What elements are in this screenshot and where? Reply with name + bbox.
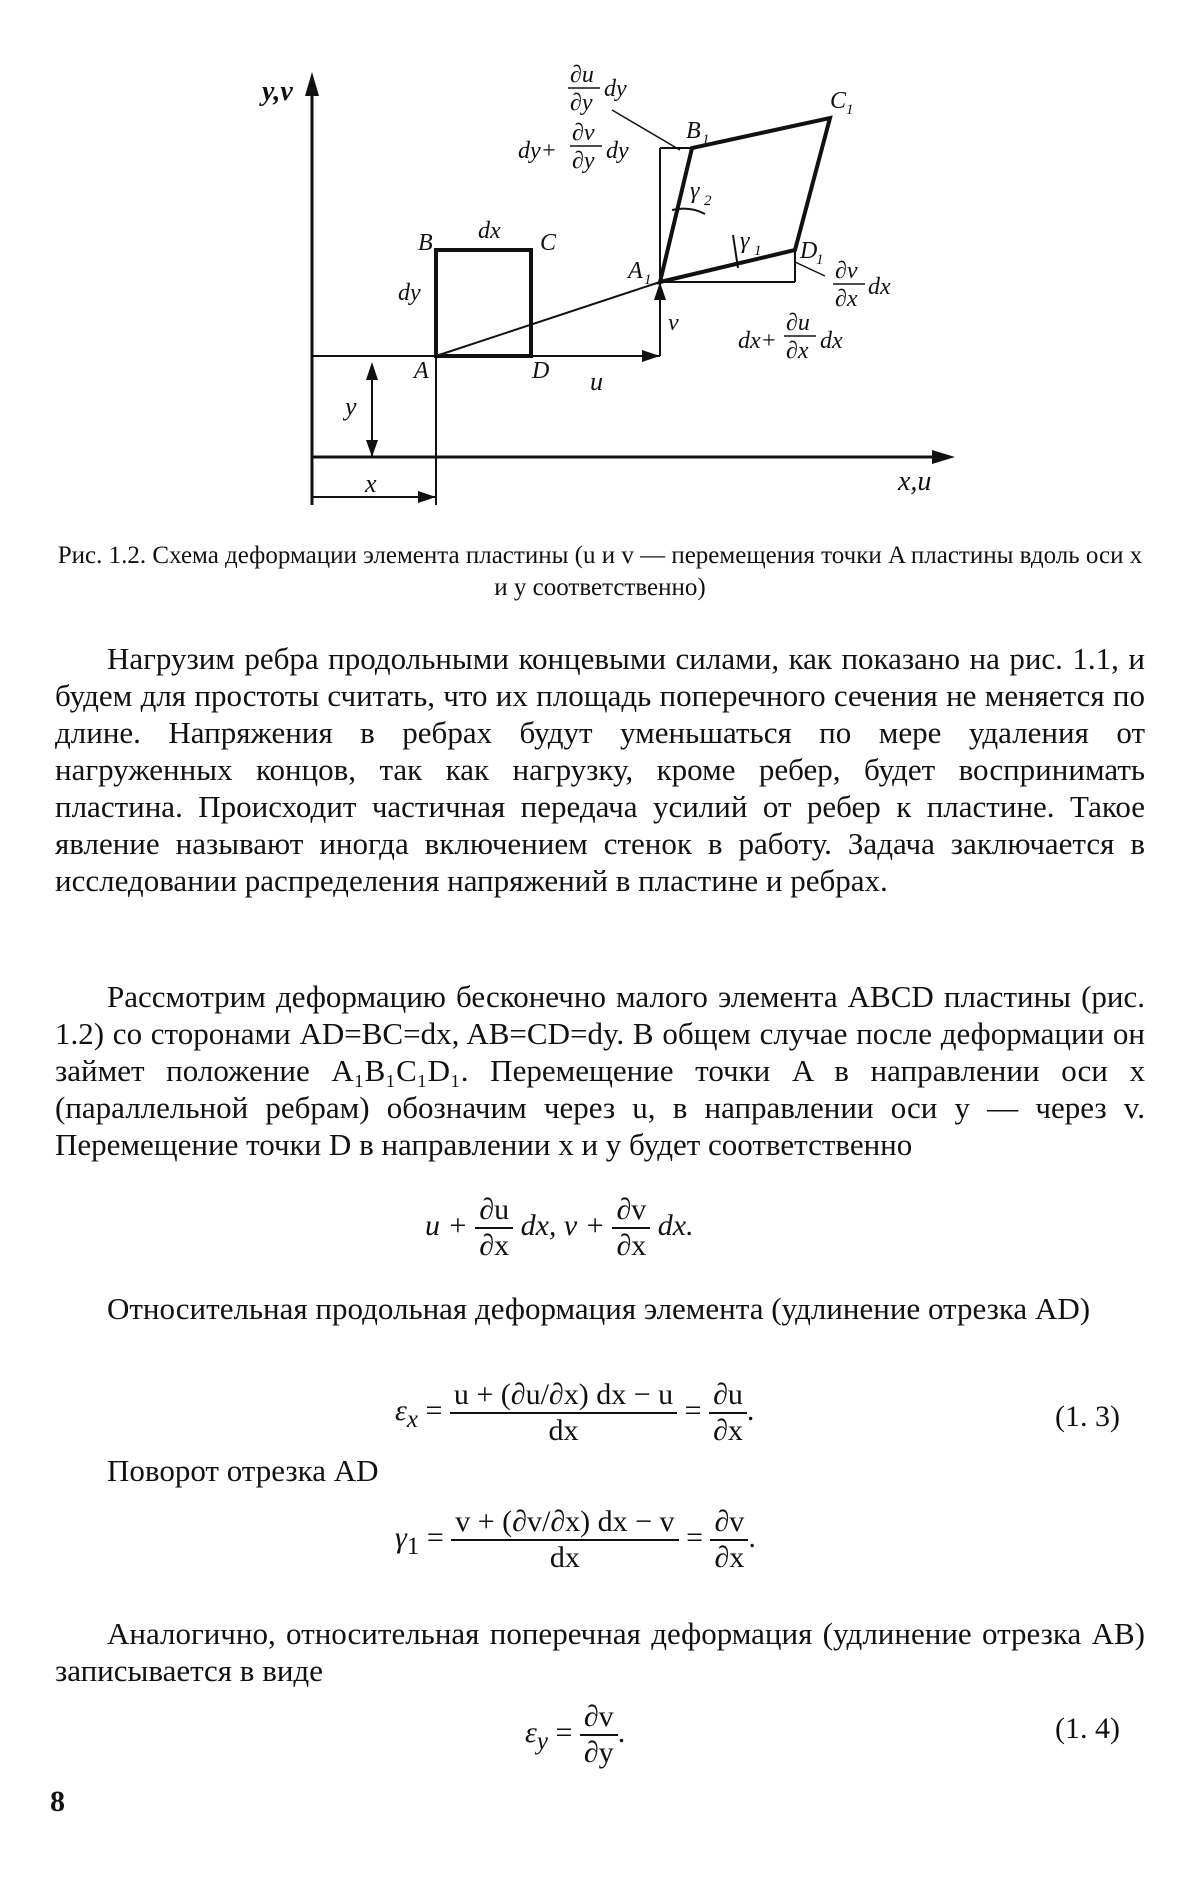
paragraph-1: Нагрузим ребра продольными концевыми силами, как показано на рис. 1.1, и будем для простоты считать, что их площадь поперечного сечения не меняется по длине. Напряжения в ребрах будут уменьшаться по мере удаления от нагруженных концов, так как нагрузку, кроме ребер, будет воспринимать пластина. Происходит частичная передача усилий от ребер к пластине. Такое явление называют иногда включением стенок в работу. Задача заключается в исследовании распределения напряжений в пластине и ребрах. — [55, 641, 1145, 898]
displacement-line — [436, 282, 660, 356]
svg-text:dx: dx — [868, 274, 891, 300]
label-b: B — [418, 230, 433, 256]
equation-number-1-3: (1. 3) — [1055, 1400, 1120, 1433]
formula-1-4: $\varepsilon_y$ = $\frac{\partial v}{\partial y}$ . — [525, 1700, 626, 1769]
svg-text:∂x: ∂x — [786, 338, 809, 364]
svg-text:dy: dy — [606, 138, 629, 164]
y-dim-label: y — [345, 392, 357, 421]
label-c1: C — [830, 88, 847, 114]
svg-text:1: 1 — [754, 243, 762, 259]
label-a: A — [414, 358, 429, 384]
svg-text:∂y: ∂y — [572, 148, 595, 174]
svg-text:1: 1 — [846, 102, 854, 118]
svg-text:∂u: ∂u — [786, 310, 810, 336]
label-gamma1: γ — [740, 228, 750, 254]
svg-text:1: 1 — [644, 272, 652, 288]
label-a1: A — [628, 258, 643, 284]
svg-text:∂v: ∂v — [572, 120, 595, 146]
label-gamma2: γ — [690, 178, 700, 204]
paragraph-3: Относительная продольная деформация элемента (удлинение отрезка AD) — [107, 1291, 1091, 1326]
label-v: v — [668, 310, 679, 336]
svg-text:dy: dy — [604, 76, 627, 102]
svg-text:2: 2 — [704, 193, 712, 209]
x-axis-arrow — [932, 450, 955, 464]
svg-text:∂v: ∂v — [835, 258, 858, 284]
svg-text:dx+: dx+ — [738, 328, 777, 354]
label-c: C — [540, 230, 557, 256]
svg-text:1: 1 — [702, 132, 710, 148]
label-d: D — [532, 358, 550, 384]
y-axis-label: y,v — [262, 76, 293, 107]
equation-number-1-4: (1. 4) — [1055, 1712, 1120, 1745]
label-dx: dx — [478, 218, 501, 244]
label-d1: D — [800, 238, 818, 264]
formula-displacement-d: u + $\frac{\partial u}{\partial x}$ dx, v + $\frac{\partial v}{\partial x}$ dx. — [425, 1193, 694, 1262]
label-b1: B — [686, 118, 701, 144]
label-dy: dy — [398, 280, 421, 306]
svg-text:∂y: ∂y — [570, 90, 593, 116]
formula-gamma1: $\gamma_1$ = $\frac{v + (\partial v/\partial x) dx - v}{dx}$ = $\frac{\partial v}{\partial x}$ . — [395, 1505, 756, 1574]
label-u: u — [590, 367, 603, 396]
paragraph-5: Аналогично, относительная поперечная деформация (удлинение отрезка AB) записывается в виде — [55, 1616, 1145, 1688]
svg-text:dx: dx — [820, 328, 843, 354]
y-axis-arrow — [305, 72, 319, 96]
svg-text:dy+: dy+ — [518, 138, 557, 164]
deformation-diagram — [0, 0, 1200, 530]
x-axis-label: x,u — [898, 466, 932, 497]
svg-text:∂u: ∂u — [570, 62, 594, 88]
x-dim-label: x — [365, 469, 377, 498]
paragraph-2: Рассмотрим деформацию бесконечно малого элемента ABCD пластины (рис. 1.2) со сторонами AD=BC=dx, AB=CD=dy. В общем случае после деформации он займет положение A₁B₁C₁D₁. Перемещение точки A в направлении оси x (параллельной ребрам) обозначим через u, в направлении оси y — через v. Перемещение точки D в направлении x и y будет соответственно — [55, 979, 1145, 1162]
figure-caption — [55, 540, 1145, 604]
formula-1-3: $\varepsilon_x$ = $\frac{u + (\partial u/\partial x) dx - u}{dx}$ = $\frac{\partial u}{\partial x}$ . — [395, 1378, 755, 1447]
svg-text:∂x: ∂x — [835, 286, 858, 312]
caption-label: Рис. 1.2. — [57, 542, 147, 569]
paragraph-4: Поворот отрезка AD — [107, 1453, 379, 1488]
svg-text:1: 1 — [816, 252, 824, 268]
caption-text: Схема деформации элемента пластины (u и v — перемещения точки A пластины вдоль оси x и y соответственно) — [152, 542, 1143, 601]
page-number: 8 — [50, 1785, 65, 1818]
